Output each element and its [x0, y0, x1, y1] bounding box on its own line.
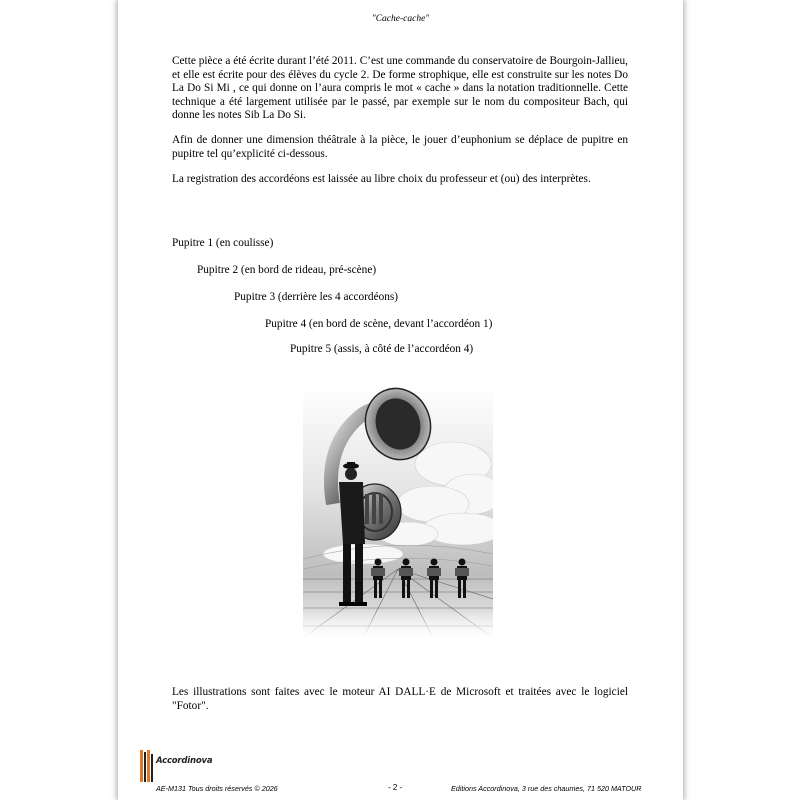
accordinova-logo: [138, 748, 218, 784]
pupitre-2: Pupitre 2 (en bord de rideau, pré-scène): [197, 264, 377, 276]
page-header-title: "Cache-cache": [371, 14, 430, 24]
page-number: - 2 -: [388, 783, 403, 792]
document-page: [118, 0, 683, 800]
illustrations-credit: Les illustrations sont faites avec le moteur AI DALL·E de Microsoft et traitées avec le logiciel "Fotor".: [172, 686, 628, 712]
pupitre-5: Pupitre 5 (assis, à côté de l’accordéon 4): [290, 343, 474, 355]
pupitre-3: Pupitre 3 (derrière les 4 accordéons): [234, 291, 399, 303]
stage-paragraph: Afin de donner une dimension théâtrale à la pièce, le jouer d’euphonium se déplace de pupitre en pupitre tel qu’explicité ci-dessous.: [172, 134, 628, 160]
intro-paragraph: Cette pièce a été écrite durant l’été 2011. C’est une commande du conservatoire de Bourgoin-Jallieu, et elle est écrite pour des élèves du cycle 2. De forme strophique, elle est construite sur les notes Do La Do Si Mi , ce qui donne on l’aura compris le mot « cache » dans la notation traditionnelle. Cette technique a été largement utilisée par le passé, par exemple sur le nom du compositeur Bach, qui donne les notes Sib La Do Si.: [172, 55, 628, 121]
accordion-mark-icon: [140, 750, 153, 782]
registration-paragraph: La registration des accordéons est laissée au libre choix du professeur et (ou) des interprètes.: [172, 173, 591, 185]
footer-publisher: Editions Accordinova, 3 rue des chaumes, 71 520 MATOUR: [451, 784, 642, 793]
pupitre-1: Pupitre 1 (en coulisse): [172, 237, 274, 249]
pupitre-4: Pupitre 4 (en bord de scène, devant l’accordéon 1): [265, 318, 493, 330]
euphonium-illustration: [303, 384, 493, 638]
logo-text: Accordinova: [156, 756, 213, 766]
footer-reference: AE-M131 Tous droits réservés © 2026: [156, 784, 278, 793]
